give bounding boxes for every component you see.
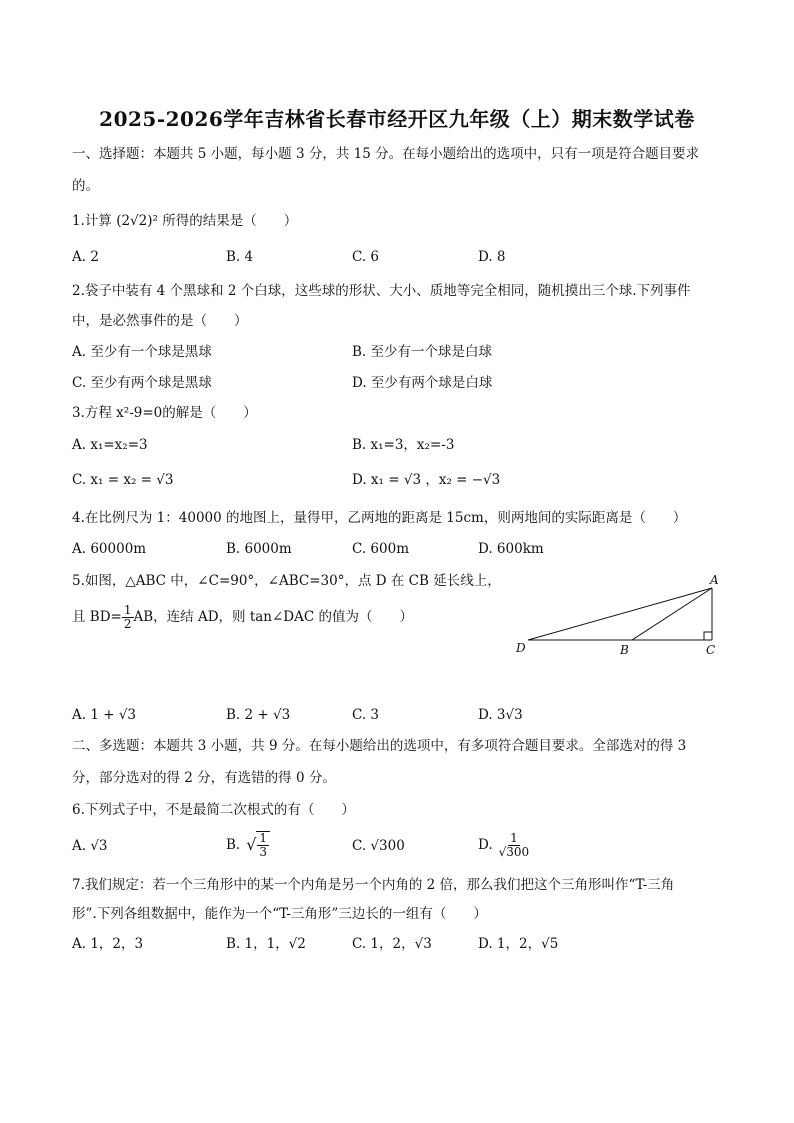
segment-ab [632, 588, 712, 640]
q5-fraction-numerator: 1 [123, 602, 132, 617]
question-6-stem: 6.下列式子中，不是最简二次根式的有（ ） [72, 802, 355, 818]
q6-option-c: C. √300 [352, 838, 405, 854]
q1-stem-pre: 1.计算 [72, 213, 112, 229]
label-a: A [710, 573, 719, 587]
q4-option-b: B. 6000m [226, 541, 292, 557]
q3-option-d: D. x₁ = √3 ，x₂ = −√3 [352, 472, 501, 488]
question-3-stem: 3.方程 x²-9=0的解是（ ） [72, 405, 257, 421]
q5-fraction-denominator: 2 [123, 616, 132, 631]
question-2-line1: 2.袋子中装有 4 个黑球和 2 个白球，这些球的形状、大小、质地等完全相同，随机摸出三个球.下列事件 [72, 283, 691, 299]
q5-option-c: C. 3 [352, 707, 380, 723]
q6-option-b-numerator: 1 [259, 831, 268, 845]
q2-option-a: A. 至少有一个球是黑球 [72, 344, 212, 360]
q7-option-d: D. 1，2，√5 [478, 936, 559, 952]
q6-option-d-numerator: 1 [510, 830, 518, 845]
section1-instructions-line2: 的。 [72, 178, 99, 194]
label-c: C [706, 643, 716, 657]
q6-option-d-fraction [499, 832, 530, 859]
question-1-stem [72, 212, 297, 230]
question-5-line2 [72, 600, 413, 634]
section1-instructions-line1: 一、选择题：本题共 5 小题，每小题 3 分，共 15 分。在每小题给出的选项中，只有一项是符合题目要求 [72, 146, 700, 162]
q5-option-d: D. 3√3 [478, 707, 523, 723]
q6-option-a: A. √3 [72, 838, 108, 854]
q6-option-d-label: D. [478, 837, 493, 853]
right-angle-mark [704, 632, 712, 640]
q7-option-b: B. 1，1，√2 [226, 936, 306, 952]
question-2-line2: 中，是必然事件的是（ ） [72, 313, 248, 329]
q4-option-d: D. 600km [478, 541, 544, 557]
question-7-line2: 形”.下列各组数据中，能作为一个“T-三角形”三边长的一组有（ ） [72, 906, 487, 922]
q3-option-b: B. x₁=3，x₂=-3 [352, 437, 455, 453]
q4-option-c: C. 600m [352, 541, 409, 557]
segment-ad [528, 588, 712, 640]
q3-option-a: A. x₁=x₂=3 [72, 437, 148, 453]
q2-option-c: C. 至少有两个球是黑球 [72, 375, 212, 391]
q5-option-b: B. 2 + √3 [226, 707, 291, 723]
q5-fraction [122, 604, 134, 631]
q6-option-b-denominator: 3 [259, 845, 268, 859]
q6-option-d-denominator: √300 [498, 844, 530, 859]
question-4-stem: 4.在比例尺为 1：40000 的地图上，量得甲，乙两地的距离是 15cm，则两地间的实际距离是（ ） [72, 510, 687, 526]
q1-option-d: D. 8 [478, 249, 506, 265]
q4-option-a: A. 60000m [72, 541, 147, 557]
q5-line2-post: AB，连结 AD，则 tan∠DAC 的值为（ ） [133, 609, 413, 625]
q5-option-a: A. 1 + √3 [72, 707, 137, 723]
q6-option-b-fraction [256, 831, 270, 859]
page-title: 2025-2026学年吉林省长春市经开区九年级（上）期末数学试卷 [99, 107, 695, 131]
q6-option-b-label: B. [226, 837, 241, 853]
q7-option-a: A. 1，2，3 [72, 936, 144, 952]
q1-option-c: C. 6 [352, 249, 380, 265]
question-5-line1: 5.如图，△ABC 中，∠C=90°，∠ABC=30°，点 D 在 CB 延长线上， [72, 573, 501, 589]
q7-option-c: C. 1，2，√3 [352, 936, 432, 952]
q6-option-d [478, 826, 529, 864]
label-b: B [620, 643, 629, 657]
section2-instructions-line1: 二、多选题：本题共 3 小题，共 9 分。在每小题给出的选项中，有多项符合题目要求。全部选对的得 3 [72, 738, 687, 754]
q2-option-b: B. 至少有一个球是白球 [352, 344, 493, 360]
label-d: D [516, 641, 526, 655]
q3-option-c: C. x₁ = x₂ = √3 [72, 472, 174, 488]
sqrt-icon: √ [246, 835, 257, 854]
q1-stem-post: 所得的结果是（ ） [162, 213, 298, 229]
question-7-line1: 7.我们规定：若一个三角形中的某一个内角是另一个内角的 2 倍，那么我们把这个三角形叫作“T-三角 [72, 877, 675, 893]
q2-option-d: D. 至少有两个球是白球 [352, 375, 493, 391]
q6-option-b [226, 826, 270, 864]
q1-option-a: A. 2 [72, 249, 99, 265]
section2-instructions-line2: 分，部分选对的得 2 分，有选错的得 0 分。 [72, 770, 336, 786]
q1-option-b: B. 4 [226, 249, 254, 265]
q1-expression: (2√2)² [116, 213, 158, 229]
q5-line2-pre: 且 BD= [72, 609, 122, 625]
triangle-figure [510, 570, 730, 662]
